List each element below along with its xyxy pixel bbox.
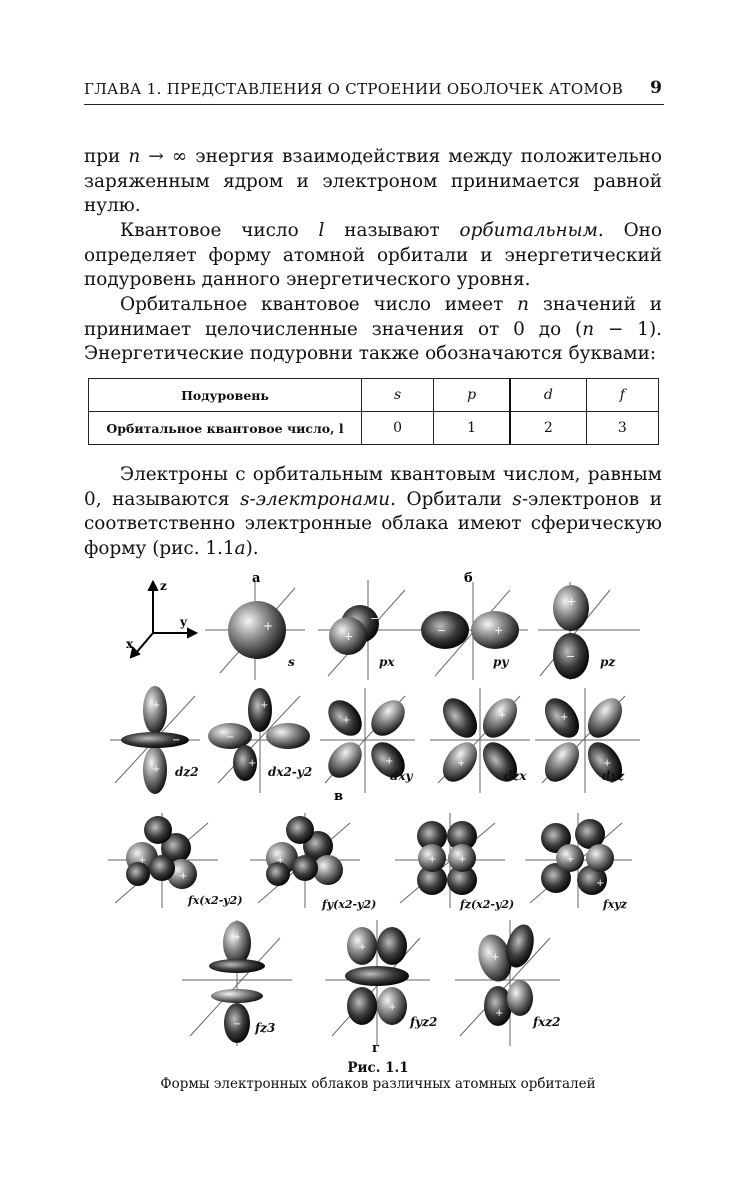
svg-text:+: + xyxy=(494,624,504,637)
chapter-title: ГЛАВА 1. ПРЕДСТАВЛЕНИЯ О СТРОЕНИИ ОБОЛОЧЕК АТОМОВ xyxy=(84,80,624,98)
section-label-v: в xyxy=(334,789,344,804)
svg-text:+: + xyxy=(358,942,367,953)
table-cell: s xyxy=(362,379,434,412)
label-s: s xyxy=(288,655,295,669)
label-dx2-y2: dx2-y2 xyxy=(268,765,313,779)
svg-text:+: + xyxy=(152,764,161,775)
orbital-fxyz xyxy=(541,819,614,895)
svg-text:+: + xyxy=(233,932,242,943)
table-cell: 0 xyxy=(362,412,434,445)
svg-text:+: + xyxy=(342,715,351,726)
svg-text:+: + xyxy=(491,952,500,963)
orbital-fz-x2-y2 xyxy=(417,821,477,895)
table-header-sublevel: Подуровень xyxy=(89,379,362,412)
svg-text:−: − xyxy=(437,624,447,637)
svg-text:+: + xyxy=(263,619,274,633)
table-row xyxy=(89,412,659,445)
running-header xyxy=(84,78,664,105)
axis-label-y: y xyxy=(180,615,187,629)
svg-text:−: − xyxy=(566,650,576,663)
section-label-b: б xyxy=(464,571,473,586)
svg-text:−: − xyxy=(233,1019,242,1030)
svg-text:+: + xyxy=(248,758,257,769)
svg-text:−: − xyxy=(370,612,380,625)
svg-text:+: + xyxy=(567,595,577,608)
svg-text:+: + xyxy=(566,854,575,865)
label-dz2: dz2 xyxy=(175,765,199,779)
axis-label-x: x xyxy=(126,637,134,651)
svg-text:+: + xyxy=(385,756,394,767)
figure-caption-text: Формы электронных облаков различных атомных орбиталей xyxy=(160,1076,596,1092)
label-pz: pz xyxy=(600,655,616,669)
svg-text:+: + xyxy=(138,855,147,866)
svg-text:+: + xyxy=(458,854,467,865)
section-label-a: а xyxy=(252,571,261,586)
table-header-l: Орбитальное квантовое число, l xyxy=(89,412,362,445)
axis-label-z: z xyxy=(160,579,167,593)
orbital-px xyxy=(329,605,379,655)
orbital-s xyxy=(228,601,286,659)
svg-text:+: + xyxy=(560,712,569,723)
svg-text:+: + xyxy=(152,700,161,711)
axis-cross-pz xyxy=(538,582,640,680)
label-fy-x2-y2: fy(x2-y2) xyxy=(322,898,377,911)
svg-text:+: + xyxy=(260,700,269,711)
svg-text:+: + xyxy=(428,854,437,865)
paragraph-3: Орбитальное квантовое число имеет n значений и принимает целочисленные значения от 0 до (n − 1). Энергетические подуровни также обозначаются буквами: xyxy=(84,294,662,364)
section-label-g: г xyxy=(372,1041,380,1056)
label-dyz: dyz xyxy=(602,769,625,783)
svg-text:+: + xyxy=(179,871,188,882)
sublevel-table xyxy=(88,378,659,445)
table-cell: f xyxy=(586,379,658,412)
label-dxy: dxy xyxy=(390,769,413,783)
orbital-figure xyxy=(100,568,660,1060)
table-row xyxy=(89,379,659,412)
table-cell: 2 xyxy=(510,412,586,445)
svg-text:+: + xyxy=(388,1002,397,1013)
svg-text:+: + xyxy=(498,710,507,721)
table-cell: 1 xyxy=(434,412,510,445)
paragraph-2: Квантовое число l называют орбитальным. Оно определяет форму атомной орбитали и энергетический подуровень данного энергетического уровня. xyxy=(84,220,662,290)
label-fx-x2-y2: fx(x2-y2) xyxy=(188,894,243,907)
orbital-fy-x2-y2 xyxy=(266,816,343,888)
svg-text:−: − xyxy=(226,732,235,743)
label-py: py xyxy=(493,655,509,669)
label-fxyz: fxyz xyxy=(603,898,627,911)
svg-text:+: + xyxy=(596,878,605,889)
table-cell: d xyxy=(510,379,586,412)
paragraph-1: при n → ∞ энергия взаимодействия между положительно заряженным ядром и электроном принимается равной нулю. xyxy=(84,146,662,216)
svg-text:+: + xyxy=(603,758,612,769)
label-fxz2: fxz2 xyxy=(533,1015,561,1029)
paragraph-4: Электроны с орбитальным квантовым числом, равным 0, называются s-электронами. Орбитали s-электронов и соответственно электронные облака имеют сферическую форму (рис. 1.1a). xyxy=(84,464,662,559)
table-cell: 3 xyxy=(586,412,658,445)
svg-text:+: + xyxy=(308,877,317,888)
label-fyz2: fyz2 xyxy=(410,1015,438,1029)
svg-text:+: + xyxy=(344,630,354,643)
svg-text:+: + xyxy=(495,1008,504,1019)
label-fz-x2-y2: fz(x2-y2) xyxy=(460,898,515,911)
orbital-pz xyxy=(553,585,589,679)
label-px: px xyxy=(379,655,395,669)
table-cell: p xyxy=(434,379,510,412)
label-fz3: fz3 xyxy=(255,1021,276,1035)
svg-text:+: + xyxy=(276,855,285,866)
svg-text:+: + xyxy=(457,758,466,769)
svg-text:−: − xyxy=(172,735,181,746)
figure-caption-number: Рис. 1.1 xyxy=(347,1060,409,1076)
label-dzx: dzx xyxy=(504,769,527,783)
page-number: 9 xyxy=(650,78,662,98)
